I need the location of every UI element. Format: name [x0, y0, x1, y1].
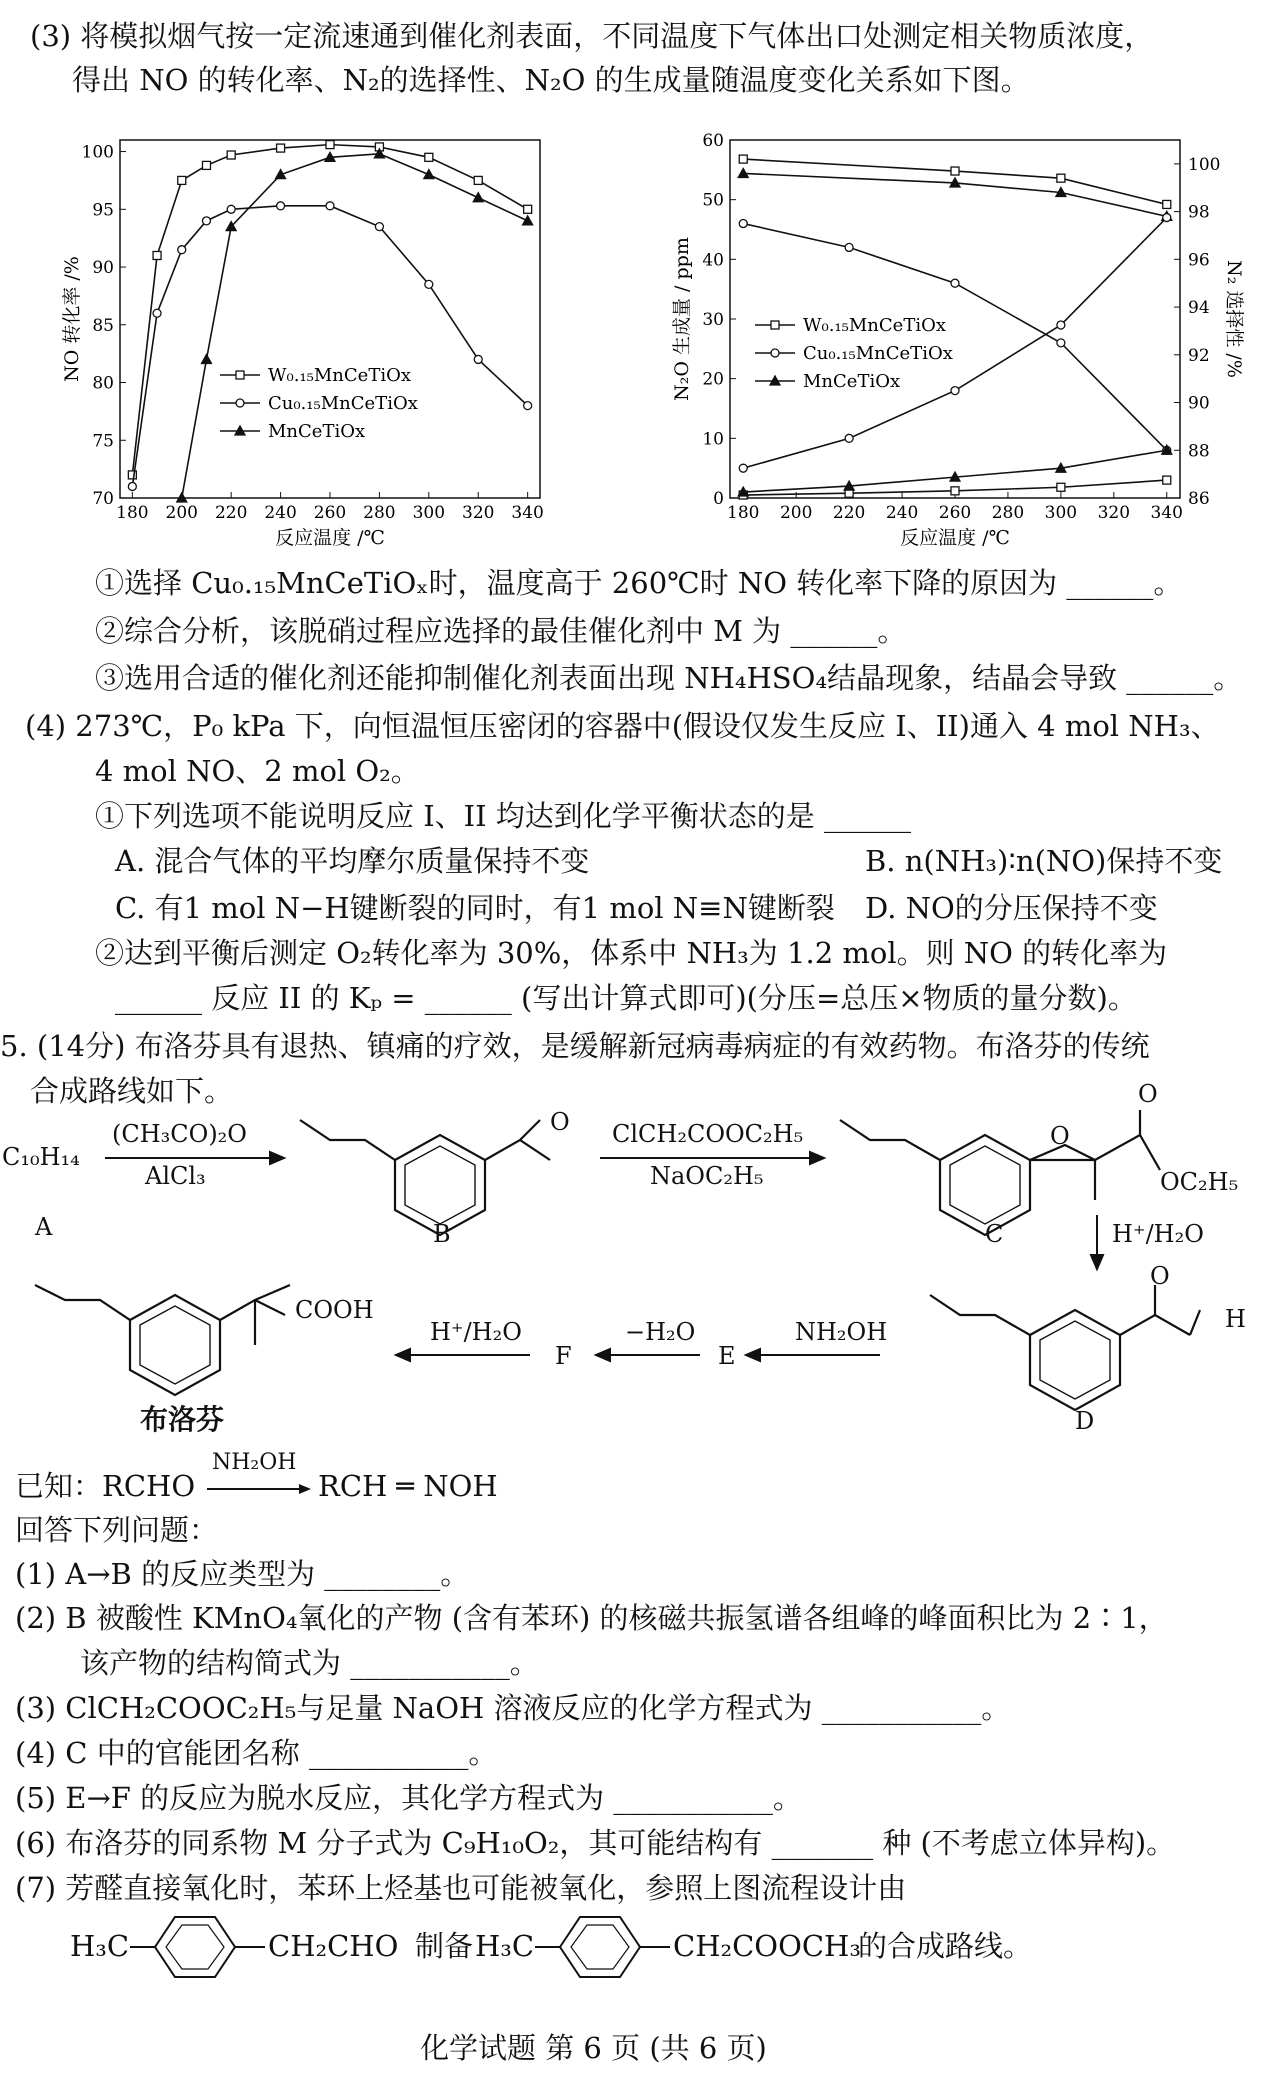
data-point: [951, 167, 959, 175]
x-tick-label: 300: [412, 503, 446, 523]
label-b: B: [433, 1220, 451, 1248]
x-tick-label: 320: [462, 503, 495, 523]
c-ethoxy: OC₂H₅: [1160, 1168, 1239, 1196]
data-point: [128, 482, 136, 490]
y-axis-label: NO 转化率 /%: [61, 256, 83, 382]
reagent-1-top: (CH₃CO)₂O: [112, 1120, 247, 1148]
b-benzene-inner: [405, 1146, 475, 1224]
x-tick-label: 340: [1150, 503, 1183, 523]
legend-marker: [771, 321, 779, 329]
q4-line5: ______ 反应 II 的 Kₚ = ______ (写出计算式即可)(分压=总压×物质的量分数)。: [115, 981, 1137, 1015]
q5-line1: 5. (14分) 布洛芬具有退热、镇痛的疗效，是缓解新冠病毒病症的有效药物。布洛芬的传统: [0, 1029, 1150, 1063]
a-formula: C₁₀H₁₄: [2, 1143, 80, 1171]
ibuprofen-cooh: COOH: [295, 1296, 374, 1324]
known-reagent: NH₂OH: [212, 1450, 297, 1475]
no-conversion-chart: [40, 120, 560, 560]
s7-h3c-2: H₃C: [475, 1929, 535, 1963]
sub-question-2a: (2) B 被酸性 KMnO₄氧化的产物 (含有苯环) 的核磁共振氢谱各组峰的峰面积比为 2∶1，: [15, 1601, 1168, 1635]
label-d: D: [1075, 1407, 1095, 1435]
legend-entry: W₀.₁₅MnCeTiOx: [803, 315, 946, 336]
c-ester-bond: [1095, 1135, 1140, 1160]
data-point: [375, 223, 383, 231]
sub-question-2b: 该产物的结构简式为 ___________。: [80, 1646, 539, 1680]
y-tick-label: 70: [92, 489, 114, 509]
reagent-3: H⁺/H₂O: [1112, 1220, 1204, 1248]
x-tick-label: 320: [1097, 503, 1131, 523]
y2-tick-label: 100: [1188, 154, 1221, 175]
data-point: [1057, 174, 1065, 182]
ibuprofen-acid: [220, 1300, 285, 1320]
b-carbonyl: [520, 1120, 540, 1140]
reagent-1-bottom: AlCl₃: [145, 1162, 206, 1190]
data-point: [153, 251, 161, 259]
q3-item1: ①选择 Cu₀.₁₅MnCeTiOₓ时，温度高于 260℃时 NO 转化率下降的原因为 ______。: [95, 566, 1183, 600]
data-point: [524, 402, 532, 410]
page-footer: 化学试题 第 6 页 (共 6 页): [420, 2031, 767, 2065]
data-point: [277, 202, 285, 210]
d-oxygen: O: [1150, 1262, 1170, 1290]
x-tick-label: 340: [511, 503, 544, 523]
sub-question-4: (4) C 中的官能团名称 ___________。: [15, 1736, 498, 1770]
y2-tick-label: 96: [1188, 250, 1210, 271]
data-point: [523, 216, 533, 225]
data-point: [202, 217, 210, 225]
legend-entry: Cu₀.₁₅MnCeTiOx: [803, 343, 953, 364]
data-point: [178, 176, 186, 184]
data-point: [178, 246, 186, 254]
known-product: RCH ═ NOH: [318, 1469, 498, 1503]
q4-option-d: D. NO的分压保持不变: [865, 891, 1158, 925]
d-isobutyl-chain: [930, 1295, 1030, 1335]
c-isobutyl-chain: [840, 1120, 940, 1160]
legend-marker: [236, 371, 244, 379]
data-point: [201, 354, 211, 363]
q3-item3: ③选用合适的催化剂还能抑制催化剂表面出现 NH₄HSO₄结晶现象，结晶会导致 ______。: [95, 661, 1243, 695]
x-tick-label: 300: [1044, 503, 1078, 523]
y2-tick-label: 94: [1188, 298, 1210, 319]
s7-h3c-1: H₃C: [70, 1929, 130, 1963]
y-tick-label: 30: [702, 310, 724, 330]
b-oxygen: O: [550, 1108, 570, 1136]
plot-frame: [730, 140, 1180, 498]
q4-option-a: A. 混合气体的平均摩尔质量保持不变: [115, 844, 590, 878]
y-tick-label: 50: [702, 190, 724, 211]
x-tick-label: 280: [991, 503, 1025, 523]
x-tick-label: 180: [727, 503, 760, 523]
q4-option-b: B. n(NH₃)∶n(NO)保持不变: [865, 844, 1223, 878]
data-point: [474, 176, 482, 184]
sub-question-1: (1) A→B 的反应类型为 ________。: [15, 1557, 470, 1591]
s7-mid: 制备: [415, 1929, 474, 1963]
sub-question-5: (5) E→F 的反应为脱水反应，其化学方程式为 ___________。: [15, 1781, 802, 1815]
data-point: [474, 355, 482, 363]
q4-line4: ②达到平衡后测定 O₂转化率为 30%，体系中 NH₃为 1.2 mol。则 NO 的转化率为: [95, 936, 1168, 970]
q4-line2: 4 mol NO、2 mol O₂。: [95, 754, 420, 788]
data-point: [153, 309, 161, 317]
data-point: [739, 155, 747, 163]
y-tick-label: 90: [92, 258, 114, 279]
legend-entry: W₀.₁₅MnCeTiOx: [268, 365, 411, 386]
x-axis-label: 反应温度 /℃: [900, 527, 1010, 549]
data-point: [1163, 200, 1171, 208]
data-point: [227, 151, 235, 159]
y-tick-label: 75: [92, 431, 114, 452]
s7-benzene-1: [130, 1912, 270, 1982]
data-point: [1163, 214, 1171, 222]
x-tick-label: 260: [938, 503, 972, 523]
y2-tick-label: 90: [1188, 393, 1210, 414]
data-point: [473, 193, 483, 202]
y-tick-label: 20: [702, 369, 724, 390]
d-benzene-ring: [1030, 1310, 1120, 1410]
data-point: [227, 205, 235, 213]
b-acetyl: [485, 1140, 550, 1160]
y2-axis-label: N₂ 选择性 /%: [1223, 260, 1245, 378]
data-point: [1057, 321, 1065, 329]
ibuprofen-benzene-ring: [130, 1295, 220, 1395]
c-epoxide-oxygen: O: [1050, 1122, 1070, 1150]
sub-question-7: (7) 芳醛直接氧化时，苯环上烃基也可能被氧化，参照上图流程设计由: [15, 1871, 907, 1905]
x-tick-label: 240: [264, 503, 297, 523]
data-point: [739, 220, 747, 228]
y-tick-label: 95: [92, 200, 114, 221]
y-tick-label: 80: [92, 373, 114, 394]
y-tick-label: 85: [92, 315, 114, 336]
label-a: A: [35, 1213, 53, 1241]
legend-marker: [771, 349, 779, 357]
n2o-selectivity-chart: [660, 120, 1260, 560]
s7-benzene-2: [535, 1912, 675, 1982]
x-tick-label: 280: [363, 503, 396, 523]
data-point: [326, 141, 334, 149]
b-isobutyl-chain: [300, 1120, 395, 1160]
legend-entry: MnCeTiOx: [268, 421, 366, 442]
reagent-2-bottom: NaOC₂H₅: [650, 1162, 764, 1190]
x-tick-label: 200: [779, 503, 813, 523]
data-point: [845, 243, 853, 251]
y2-tick-label: 98: [1188, 202, 1210, 223]
sub-question-6: (6) 布洛芬的同系物 M 分子式为 C₉H₁₀O₂，其可能结构有 _______ 种 (不考虑立体异构)。: [15, 1826, 1176, 1860]
data-point: [739, 464, 747, 472]
label-e: E: [718, 1342, 736, 1370]
data-point: [845, 434, 853, 442]
q3-line1: (3) 将模拟烟气按一定流速通到催化剂表面，不同温度下气体出口处测定相关物质浓度，: [30, 19, 1154, 53]
reagent-4: NH₂OH: [795, 1318, 888, 1346]
ibuprofen-label: 布洛芬: [140, 1403, 225, 1436]
q4-line1: (4) 273℃，P₀ kPa 下，向恒温恒压密闭的容器中(假设仅发生反应 I、II)通入 4 mol NH₃、: [25, 709, 1220, 743]
reagent-5: −H₂O: [625, 1318, 696, 1346]
x-tick-label: 220: [214, 503, 248, 523]
data-point: [1163, 476, 1171, 484]
s7-sub1: CH₂CHO: [268, 1929, 399, 1963]
y2-tick-label: 92: [1188, 345, 1210, 366]
answer-heading: 回答下列问题：: [15, 1513, 219, 1547]
q3-item2: ②综合分析，该脱硝过程应选择的最佳催化剂中 M 为 ______。: [95, 614, 907, 648]
data-point: [1057, 483, 1065, 491]
q4-option-c: C. 有1 mol N−H键断裂的同时，有1 mol N≡N键断裂: [115, 891, 835, 925]
data-point: [524, 205, 532, 213]
q3-line2: 得出 NO 的转化率、N₂的选择性、N₂O 的生成量随温度变化关系如下图。: [72, 63, 1030, 97]
y2-tick-label: 88: [1188, 441, 1210, 462]
x-tick-label: 260: [313, 503, 347, 523]
reagent-2-top: ClCH₂COOC₂H₅: [612, 1120, 804, 1148]
q5-line2: 合成路线如下。: [30, 1074, 234, 1108]
data-point: [951, 387, 959, 395]
y-tick-label: 40: [702, 250, 724, 271]
label-c: C: [985, 1220, 1004, 1248]
d-hydrogen: H: [1225, 1305, 1246, 1333]
series-line: [743, 224, 1167, 451]
data-point: [277, 144, 285, 152]
data-point: [425, 153, 433, 161]
legend-entry: Cu₀.₁₅MnCeTiOx: [268, 393, 418, 414]
y-tick-label: 100: [81, 142, 114, 163]
s7-end: 的合成路线。: [858, 1929, 1033, 1963]
known-prefix: 已知：RCHO: [15, 1469, 196, 1503]
reagent-6: H⁺/H₂O: [430, 1318, 522, 1346]
s7-sub2: CH₂COOCH₃: [673, 1929, 861, 1963]
x-tick-label: 240: [885, 503, 919, 523]
x-tick-label: 200: [165, 503, 198, 523]
y-tick-label: 60: [702, 131, 724, 151]
ibuprofen-isobutyl-chain: [35, 1285, 130, 1320]
known-arrow: [205, 1482, 315, 1496]
x-tick-label: 220: [832, 503, 866, 523]
data-point: [326, 202, 334, 210]
y-tick-label: 0: [713, 489, 724, 509]
c-carbonyl-oxygen: O: [1138, 1080, 1158, 1108]
data-point: [1057, 339, 1065, 347]
y2-tick-label: 86: [1188, 489, 1210, 509]
label-f: F: [555, 1342, 572, 1370]
data-point: [951, 279, 959, 287]
data-point: [425, 280, 433, 288]
data-point: [424, 170, 434, 179]
y-axis-label: N₂O 生成量 / ppm: [671, 237, 693, 401]
legend-entry: MnCeTiOx: [803, 371, 901, 392]
data-point: [202, 161, 210, 169]
y-tick-label: 10: [702, 429, 724, 450]
legend-marker: [236, 399, 244, 407]
x-axis-label: 反应温度 /℃: [275, 527, 385, 549]
sub-question-3: (3) ClCH₂COOC₂H₅与足量 NaOH 溶液反应的化学方程式为 ___________。: [15, 1691, 1011, 1725]
d-aldehyde: [1120, 1315, 1190, 1335]
data-point: [951, 487, 959, 495]
q4-line3: ①下列选项不能说明反应 I、II 均达到化学平衡状态的是 ______: [95, 799, 912, 833]
x-tick-label: 180: [116, 503, 149, 523]
